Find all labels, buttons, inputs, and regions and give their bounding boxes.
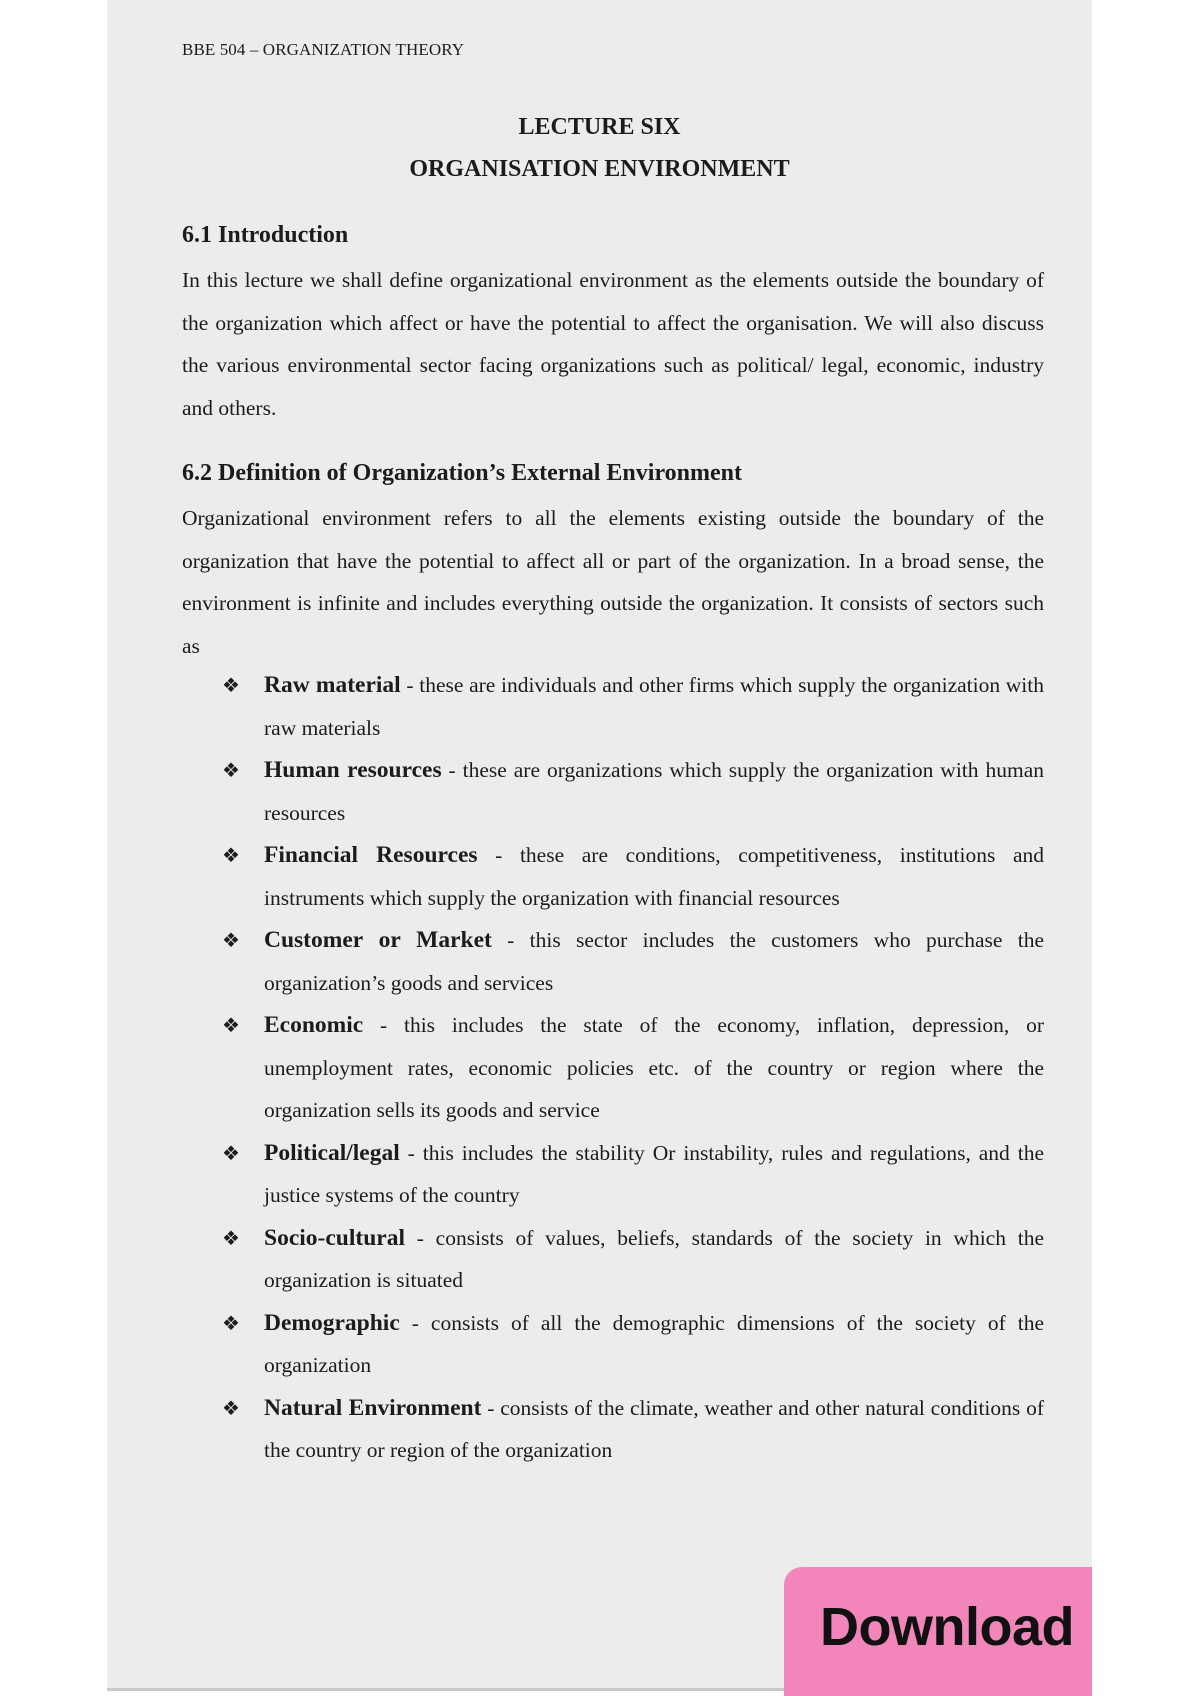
- sector-term: Political/legal: [264, 1139, 400, 1166]
- diamond-bullet-icon: ❖: [222, 758, 240, 782]
- sector-description: - these are organizations which supply the organization with human resources: [264, 758, 1044, 825]
- list-item: [182, 1302, 1044, 1387]
- sector-description: - consists of all the demographic dimensions of the society of the organization: [264, 1310, 1044, 1377]
- diamond-bullet-icon: ❖: [222, 928, 240, 952]
- diamond-bullet-icon: ❖: [222, 1310, 240, 1335]
- sector-term: Financial Resources: [264, 842, 478, 868]
- sector-description: - consists of the climate, weather and other natural conditions of the country or region of the organization: [264, 1395, 1044, 1462]
- introduction-paragraph: In this lecture we shall define organizational environment as the elements outside the boundary of the organization which affect or have the potential to affect the organisation. We will also discuss the various environmental sector facing organizations such as political/ legal, economic, industry and others.: [182, 268, 1044, 420]
- sector-term: Natural Environment: [264, 1394, 482, 1421]
- course-header: BBE 504 – ORGANIZATION THEORY: [182, 40, 465, 59]
- section-heading-definition: 6.2 Definition of Organization’s External Environment: [182, 460, 742, 486]
- download-button[interactable]: [784, 1567, 1092, 1696]
- list-item: [182, 1132, 1044, 1217]
- list-item: [182, 1387, 1044, 1472]
- sector-description: - this includes the stability Or instability, rules and regulations, and the justice systems of the country: [264, 1140, 1044, 1207]
- sector-description: - this sector includes the customers who purchase the organization’s goods and services: [264, 928, 1044, 995]
- sector-term: Economic: [264, 1012, 364, 1038]
- diamond-bullet-icon: ❖: [222, 673, 240, 697]
- sector-description: - consists of values, beliefs, standards of the society in which the organization is situated: [264, 1225, 1044, 1292]
- list-item: [182, 1004, 1044, 1132]
- diamond-bullet-icon: ❖: [222, 1140, 240, 1165]
- diamond-bullet-icon: ❖: [222, 1395, 240, 1420]
- sector-description: - this includes the state of the economy, inflation, depression, or unemployment rates, economic policies etc. of the country or region where the organization sells its goods and service: [264, 1013, 1044, 1122]
- sector-term: Demographic: [264, 1309, 400, 1336]
- sector-description: - these are conditions, competitiveness, institutions and instruments which supply the organization with financial resources: [264, 843, 1044, 910]
- diamond-bullet-icon: ❖: [222, 843, 240, 867]
- list-item: [182, 664, 1044, 749]
- lecture-subtitle: ORGANISATION ENVIRONMENT: [409, 156, 790, 182]
- list-item: [182, 749, 1044, 834]
- diamond-bullet-icon: ❖: [222, 1225, 240, 1250]
- diamond-bullet-icon: ❖: [222, 1013, 240, 1037]
- list-item: [182, 834, 1044, 919]
- definition-paragraph: Organizational environment refers to all the elements existing outside the boundary of the organization that have the potential to affect all or part of the organization. In a broad sense, the environment is infinite and includes everything outside the organization. It consists of sectors such as: [182, 506, 1044, 658]
- sector-term: Customer or Market: [264, 927, 492, 953]
- section-heading-introduction: 6.1 Introduction: [182, 222, 349, 248]
- download-button-label: Download: [820, 1596, 1074, 1657]
- list-item: [182, 1217, 1044, 1302]
- lecture-title: LECTURE SIX: [518, 114, 681, 140]
- list-item: [182, 919, 1044, 1004]
- sector-description: - these are individuals and other firms which supply the organization with raw materials: [264, 673, 1045, 740]
- document-page: [107, 0, 1092, 1688]
- sector-term: Human resources: [264, 757, 442, 783]
- sector-term: Raw material: [264, 672, 401, 698]
- sector-term: Socio-cultural: [264, 1224, 405, 1251]
- sector-list: [182, 664, 1044, 1472]
